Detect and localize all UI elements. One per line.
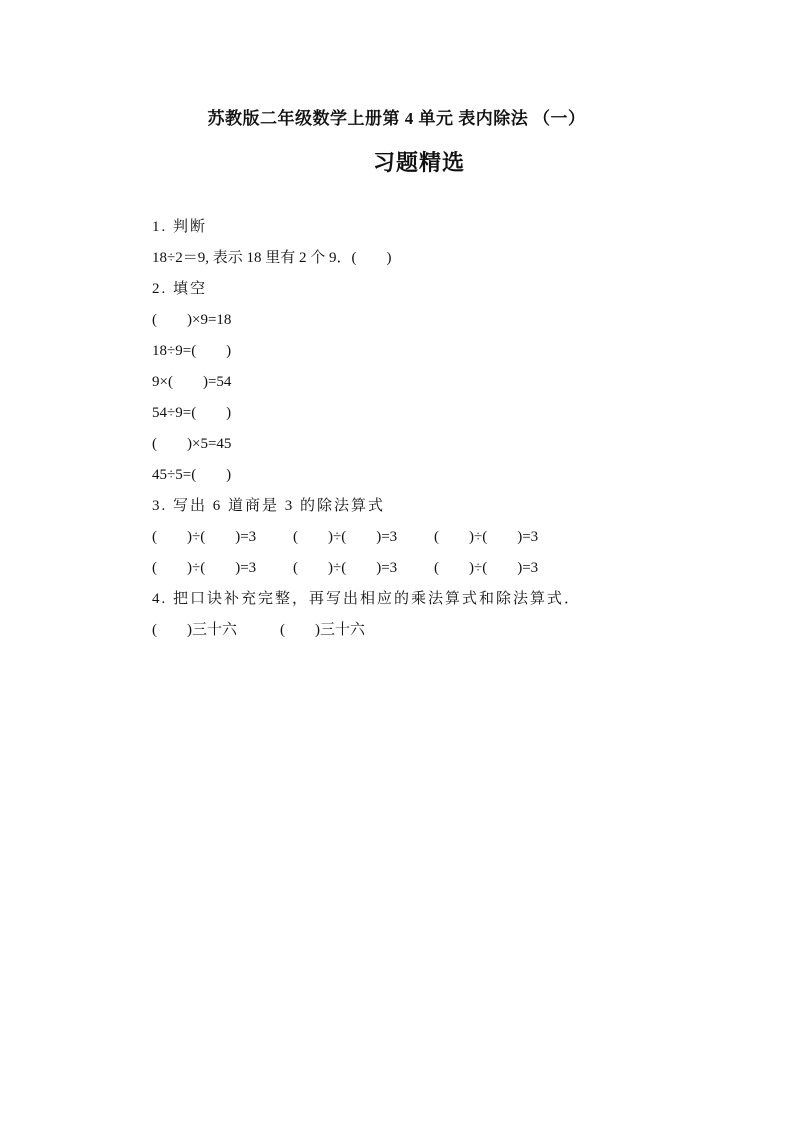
division-blank: ( )÷( )=3 bbox=[293, 529, 398, 545]
question-2-item: 18÷9=( ) bbox=[152, 343, 232, 359]
question-2-item: 45÷5=( ) bbox=[152, 467, 232, 483]
question-3-row bbox=[152, 555, 712, 586]
division-blank: ( )÷( )=3 bbox=[152, 529, 257, 545]
division-blank: ( )÷( )=3 bbox=[434, 529, 539, 545]
questions-section bbox=[152, 214, 712, 648]
question-2-heading: 2. 填空 bbox=[152, 281, 208, 297]
question-1-heading: 1. 判断 bbox=[152, 219, 208, 235]
multiplication-rhyme-blank: ( )三十六 bbox=[280, 622, 365, 638]
question-2-item: ( )×5=45 bbox=[152, 436, 232, 452]
document-title: 苏教版二年级数学上册第 4 单元 表内除法 （一） bbox=[207, 109, 586, 128]
division-blank: ( )÷( )=3 bbox=[152, 560, 257, 576]
multiplication-rhyme-blank: ( )三十六 bbox=[152, 622, 237, 638]
question-2-item: ( )×9=18 bbox=[152, 312, 232, 328]
question-4-heading: 4. 把口诀补充完整，再写出相应的乘法算式和除法算式． bbox=[152, 591, 582, 607]
question-2-item: 54÷9=( ) bbox=[152, 405, 232, 421]
question-3-row bbox=[152, 524, 712, 555]
question-3-heading: 3. 写出 6 道商是 3 的除法算式 bbox=[152, 498, 386, 514]
question-2-item: 9×( )=54 bbox=[152, 374, 232, 390]
document-subtitle: 习题精选 bbox=[372, 150, 465, 175]
question-1-item: 18÷2＝9, 表示 18 里有 2 个 9．( ) bbox=[152, 250, 392, 266]
question-4-row bbox=[152, 617, 712, 648]
division-blank: ( )÷( )=3 bbox=[293, 560, 398, 576]
division-blank: ( )÷( )=3 bbox=[434, 560, 539, 576]
